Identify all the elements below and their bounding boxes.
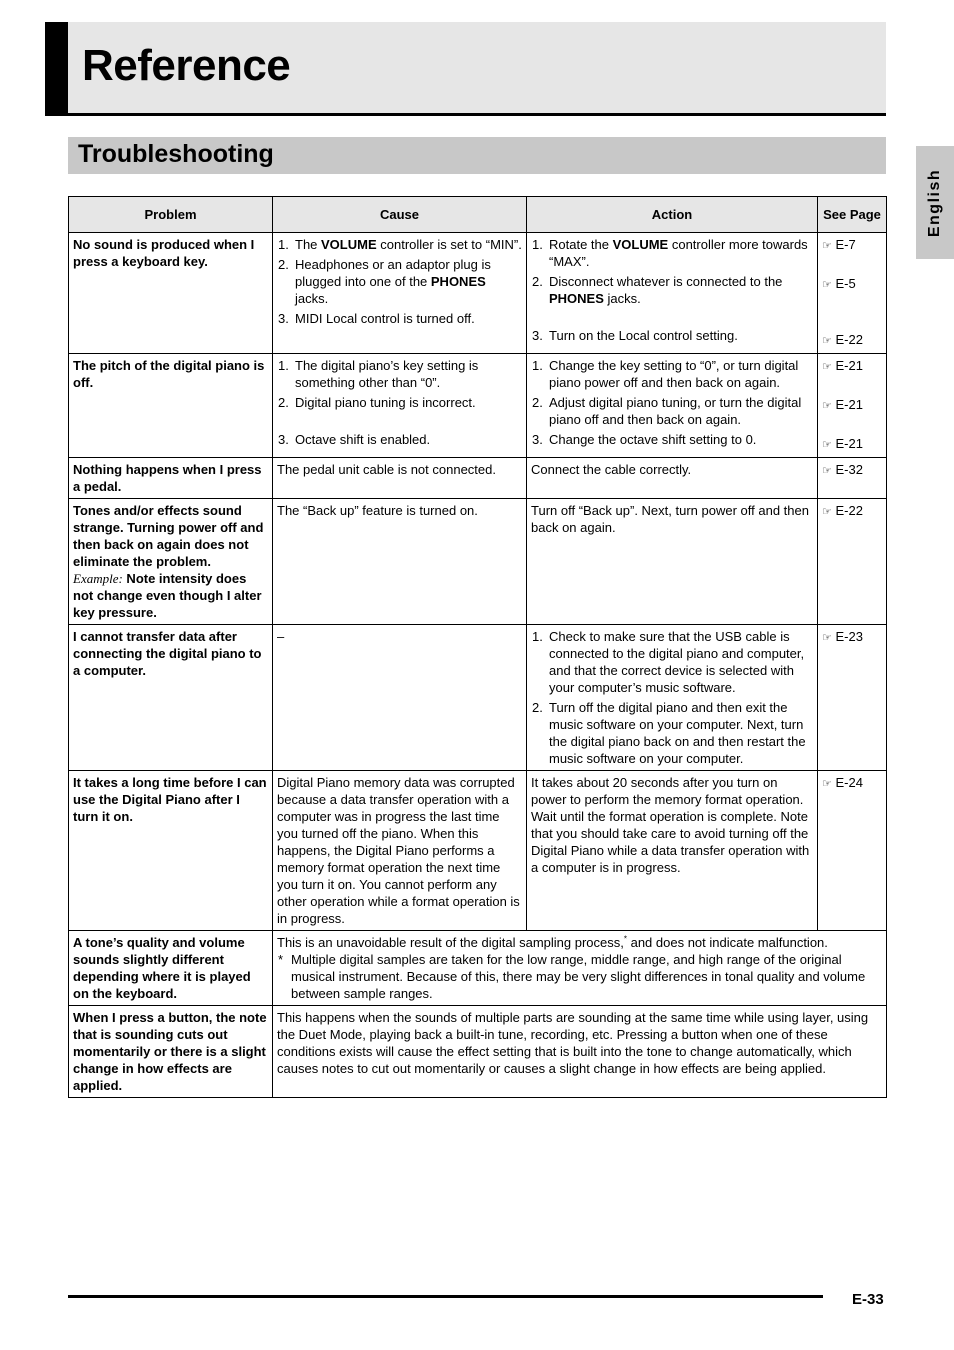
table-header-row	[69, 197, 887, 233]
table-row	[69, 931, 887, 1006]
table-row	[69, 233, 887, 354]
pointing-hand-icon: ☞	[822, 439, 832, 451]
see-page-cell	[818, 771, 887, 931]
cause-item: 2. Headphones or an adaptor plug is plugged into one of the PHONES jacks.	[278, 257, 491, 306]
cause-item: 1. The digital piano’s key setting is something other than “0”.	[278, 358, 479, 390]
action-cell: It takes about 20 seconds after you turn on power to perform the memory format operation. Wait until the format operation is complete. Note that you should take care to avoid turning off the Digital Piano while a data transfer operation with a computer is in progress.	[527, 771, 818, 931]
footnote: * Multiple digital samples are taken for the low range, middle range, and high range of the original musical instrument. Because of this, there may be very slight differences in tonal quality and volume between sample ranges.	[278, 952, 866, 1001]
page-ref: ☞ E-23	[822, 629, 863, 644]
table-row	[69, 458, 887, 499]
cause-item: 2. Digital piano tuning is incorrect.	[278, 395, 476, 410]
cause-cell: The “Back up” feature is turned on.	[273, 499, 527, 625]
see-page-cell	[818, 354, 887, 458]
page-title: Reference	[82, 41, 291, 90]
page-ref: ☞ E-5	[822, 276, 856, 291]
problem-cell: I cannot transfer data after connecting the digital piano to a computer.	[69, 625, 273, 771]
problem-cell: Tones and/or effects sound strange. Turning power off and then back on again does not eliminate the problem. Example: Note intensity does not change even though I alter key pressure.	[69, 499, 273, 625]
cause-cell: –	[273, 625, 527, 771]
pointing-hand-icon: ☞	[822, 240, 832, 252]
cause-cell	[273, 354, 527, 458]
page-ref: ☞ E-21	[822, 436, 863, 451]
action-item: 1. Change the key setting to “0”, or turn digital piano power off and then back on again.	[532, 358, 799, 390]
page-ref: ☞ E-21	[822, 358, 863, 373]
page-ref: ☞ E-22	[822, 503, 863, 518]
section-title: Troubleshooting	[78, 140, 274, 168]
page-ref: ☞ E-22	[822, 332, 863, 347]
action-cell: Turn off “Back up”. Next, turn power off and then back on again.	[527, 499, 818, 625]
action-item: 1. Check to make sure that the USB cable is connected to the digital piano and computer, and that the correct device is selected with your computer’s music software.	[532, 629, 805, 695]
explanation-cell: This is an unavoidable result of the digital sampling process,* and does not indicate malfunction. * Multiple digital samples are taken for the low range, middle range, and high range of the original musical instrument. Because of this, there may be very slight differences in tonal quality and volume between sample ranges.	[273, 931, 887, 1006]
see-page-cell	[818, 233, 887, 354]
action-item: 3. Turn on the Local control setting.	[532, 328, 738, 343]
section-bar	[68, 137, 886, 174]
page-ref: ☞ E-21	[822, 397, 863, 412]
cause-cell	[273, 233, 527, 354]
table-row	[69, 1006, 887, 1098]
see-page-cell	[818, 458, 887, 499]
cause-cell: Digital Piano memory data was corrupted because a data transfer operation with a computer was in progress the last time you turned off the piano. When this happens, the Digital Piano performs a memory format operation the next time you turn it on. You cannot perform any other operation while a format operation is in progress.	[273, 771, 527, 931]
cause-cell: The pedal unit cable is not connected.	[273, 458, 527, 499]
pointing-hand-icon: ☞	[822, 465, 832, 477]
table-row	[69, 625, 887, 771]
pointing-hand-icon: ☞	[822, 506, 832, 518]
explanation-cell: This happens when the sounds of multiple parts are sounding at the same time while using layer, using the Duet Mode, playing back a built-in tune, recording, etc. Pressing a button when one of these conditions exists will cause the effect setting that is built into the tone to change automatically, which causes notes to cut out momentarily or causes a slight change in how effects are being applied.	[273, 1006, 887, 1098]
action-cell	[527, 625, 818, 771]
cause-item: 3. Octave shift is enabled.	[278, 432, 431, 447]
see-page-cell	[818, 499, 887, 625]
page-number: E-33	[852, 1291, 884, 1308]
problem-cell: Nothing happens when I press a pedal.	[69, 458, 273, 499]
column-header-problem: Problem	[69, 197, 273, 233]
pointing-hand-icon: ☞	[822, 632, 832, 644]
table-row	[69, 771, 887, 931]
cause-item: 1. The VOLUME controller is set to “MIN”.	[278, 237, 522, 252]
pointing-hand-icon: ☞	[822, 778, 832, 790]
table-row	[69, 354, 887, 458]
action-item: 1. Rotate the VOLUME controller more towards “MAX”.	[532, 237, 808, 269]
problem-cell: No sound is produced when I press a keyboard key.	[69, 233, 273, 354]
column-header-action: Action	[527, 197, 818, 233]
action-cell	[527, 233, 818, 354]
table-row	[69, 499, 887, 625]
action-item: 3. Change the octave shift setting to 0.	[532, 432, 757, 447]
action-cell	[527, 354, 818, 458]
pointing-hand-icon: ☞	[822, 361, 832, 373]
title-bar	[45, 22, 886, 116]
action-item: 2. Adjust digital piano tuning, or turn the digital piano off and then back on again.	[532, 395, 802, 427]
page-ref: ☞ E-32	[822, 462, 863, 477]
pointing-hand-icon: ☞	[822, 279, 832, 291]
pointing-hand-icon: ☞	[822, 400, 832, 412]
see-page-cell	[818, 625, 887, 771]
language-tab-label: English	[926, 168, 943, 237]
pointing-hand-icon: ☞	[822, 335, 832, 347]
action-item: 2. Disconnect whatever is connected to the PHONES jacks.	[532, 274, 783, 306]
title-accent-block	[45, 22, 68, 116]
action-item: 2. Turn off the digital piano and then exit the music software on your computer. Next, turn the digital piano back on and then restart the music software on your computer.	[532, 700, 806, 766]
action-cell: Connect the cable correctly.	[527, 458, 818, 499]
problem-cell: It takes a long time before I can use the Digital Piano after I turn it on.	[69, 771, 273, 931]
column-header-cause: Cause	[273, 197, 527, 233]
page-ref: ☞ E-7	[822, 237, 856, 252]
language-tab	[916, 146, 954, 259]
page-ref: ☞ E-24	[822, 775, 863, 790]
problem-cell: A tone’s quality and volume sounds slightly different depending where it is played on the keyboard.	[69, 931, 273, 1006]
footer-rule	[68, 1295, 823, 1298]
column-header-see-page: See Page	[818, 197, 887, 233]
problem-cell: The pitch of the digital piano is off.	[69, 354, 273, 458]
troubleshooting-table	[68, 196, 887, 1098]
example-label: Example:	[73, 571, 123, 586]
cause-item: 3. MIDI Local control is turned off.	[278, 311, 475, 326]
problem-cell: When I press a button, the note that is sounding cuts out momentarily or there is a slight change in how effects are applied.	[69, 1006, 273, 1098]
